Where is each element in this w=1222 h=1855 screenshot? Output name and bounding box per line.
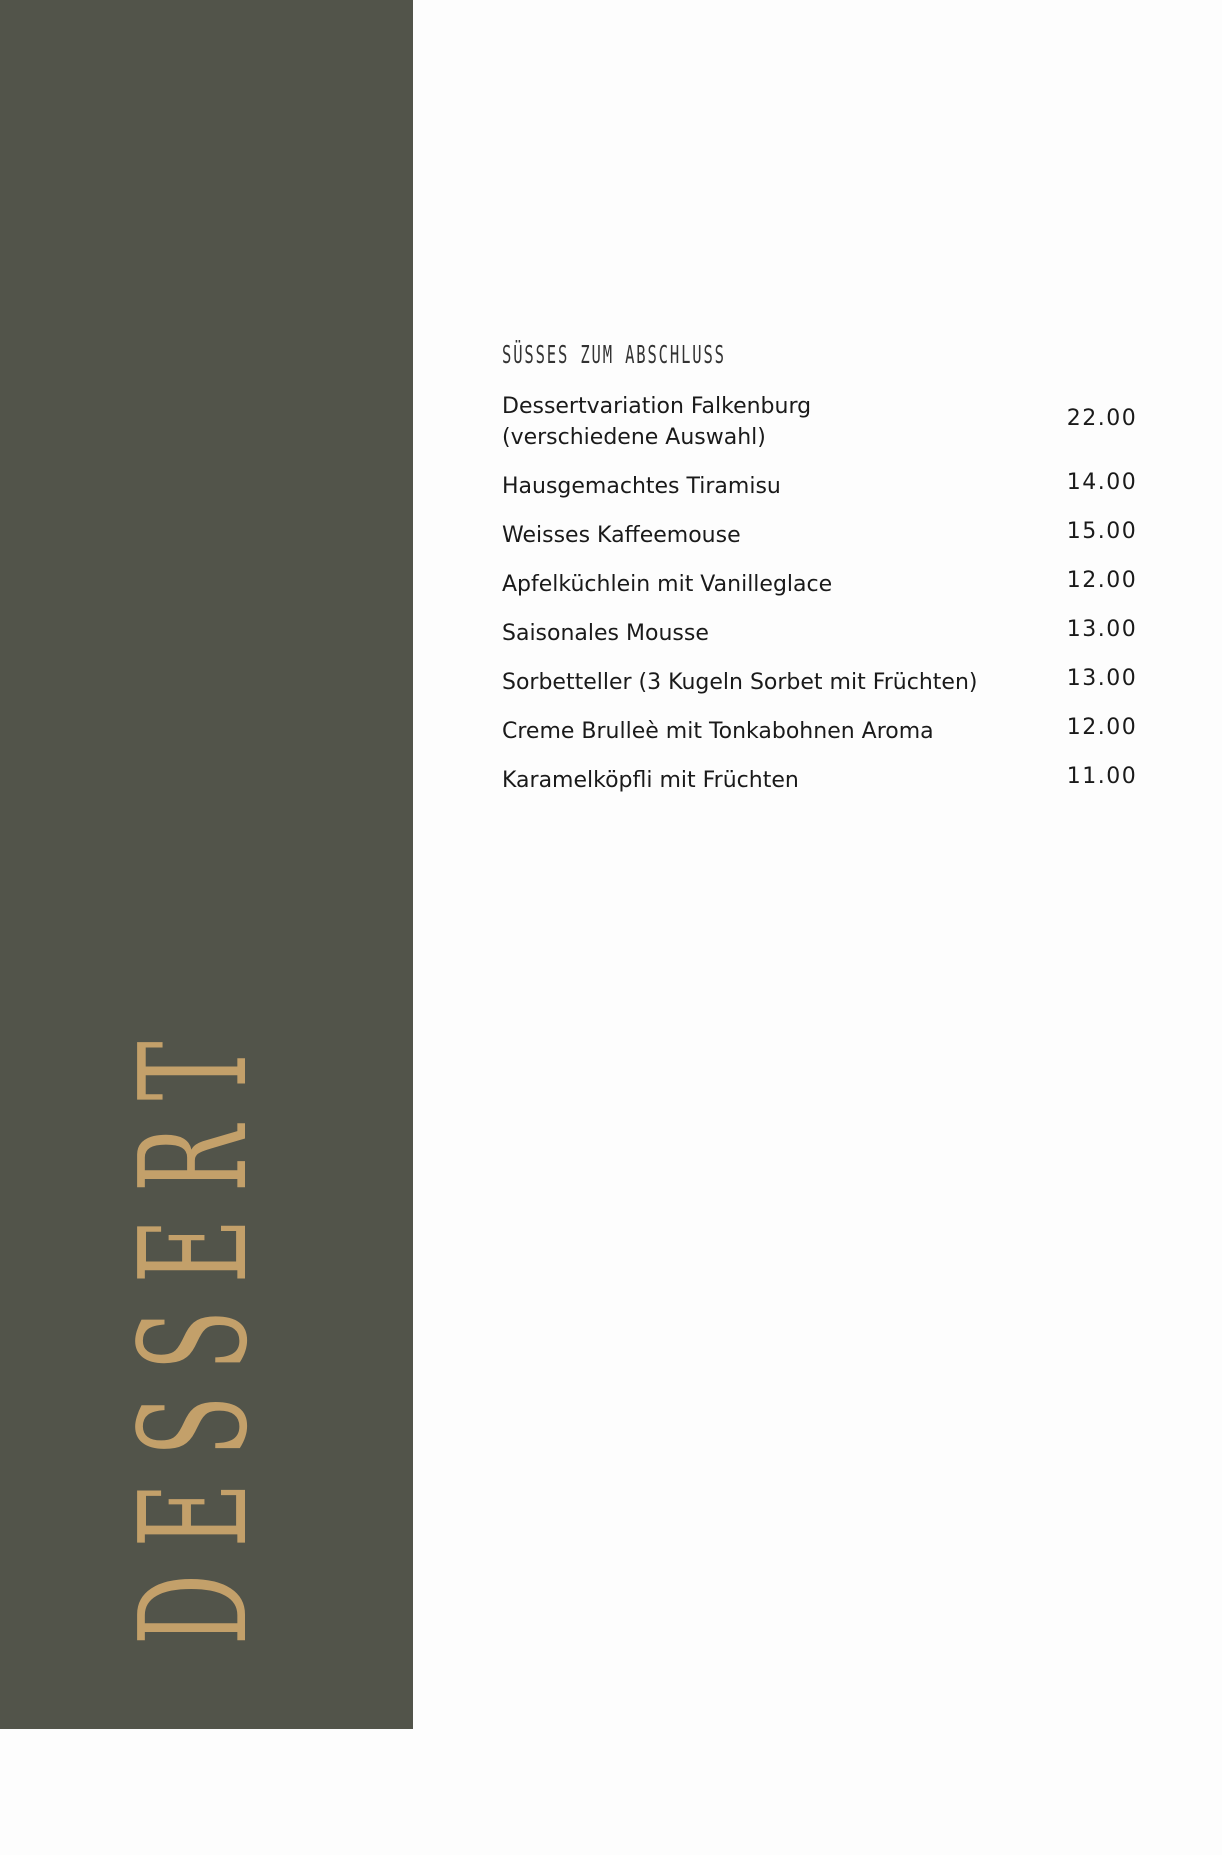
menu-content bbox=[502, 340, 1142, 814]
menu-item-price: 22.00 bbox=[1066, 406, 1138, 431]
sidebar-panel bbox=[0, 0, 413, 1729]
menu-item-name: Karamelköpfli mit Früchten bbox=[502, 768, 799, 793]
menu-item-note: (verschiedene Auswahl) bbox=[502, 425, 766, 450]
menu-item bbox=[502, 471, 1142, 502]
menu-item-name-block bbox=[502, 391, 1022, 453]
menu-item-price: 12.00 bbox=[1066, 715, 1138, 740]
menu-item-name: Dessertvariation Falkenburg bbox=[502, 394, 812, 419]
menu-item-price: 14.00 bbox=[1066, 470, 1138, 495]
menu-item-price: 15.00 bbox=[1066, 519, 1138, 544]
menu-item bbox=[502, 716, 1142, 747]
menu-item-name: Weisses Kaffeemouse bbox=[502, 523, 741, 548]
menu-item-price: 13.00 bbox=[1066, 617, 1138, 642]
menu-item bbox=[502, 569, 1142, 600]
sidebar-title-text: DESSERT bbox=[108, 1014, 280, 1646]
menu-item bbox=[502, 667, 1142, 698]
menu-item-name: Hausgemachtes Tiramisu bbox=[502, 474, 781, 499]
menu-item-name: Creme Brulleè mit Tonkabohnen Aroma bbox=[502, 719, 934, 744]
sidebar-title bbox=[108, 805, 280, 1855]
section-heading: SÜSSES ZUM ABSCHLUSS bbox=[502, 340, 726, 369]
menu-item-price: 11.00 bbox=[1066, 764, 1138, 789]
menu-item-name: Sorbetteller (3 Kugeln Sorbet mit Früchten) bbox=[502, 670, 978, 695]
menu-list bbox=[502, 391, 1142, 796]
menu-item bbox=[502, 765, 1142, 796]
menu-item bbox=[502, 391, 1142, 453]
menu-item-name: Saisonales Mousse bbox=[502, 621, 709, 646]
menu-item bbox=[502, 618, 1142, 649]
menu-item-name: Apfelküchlein mit Vanilleglace bbox=[502, 572, 833, 597]
menu-item bbox=[502, 520, 1142, 551]
menu-item-price: 13.00 bbox=[1066, 666, 1138, 691]
menu-item-price: 12.00 bbox=[1066, 568, 1138, 593]
